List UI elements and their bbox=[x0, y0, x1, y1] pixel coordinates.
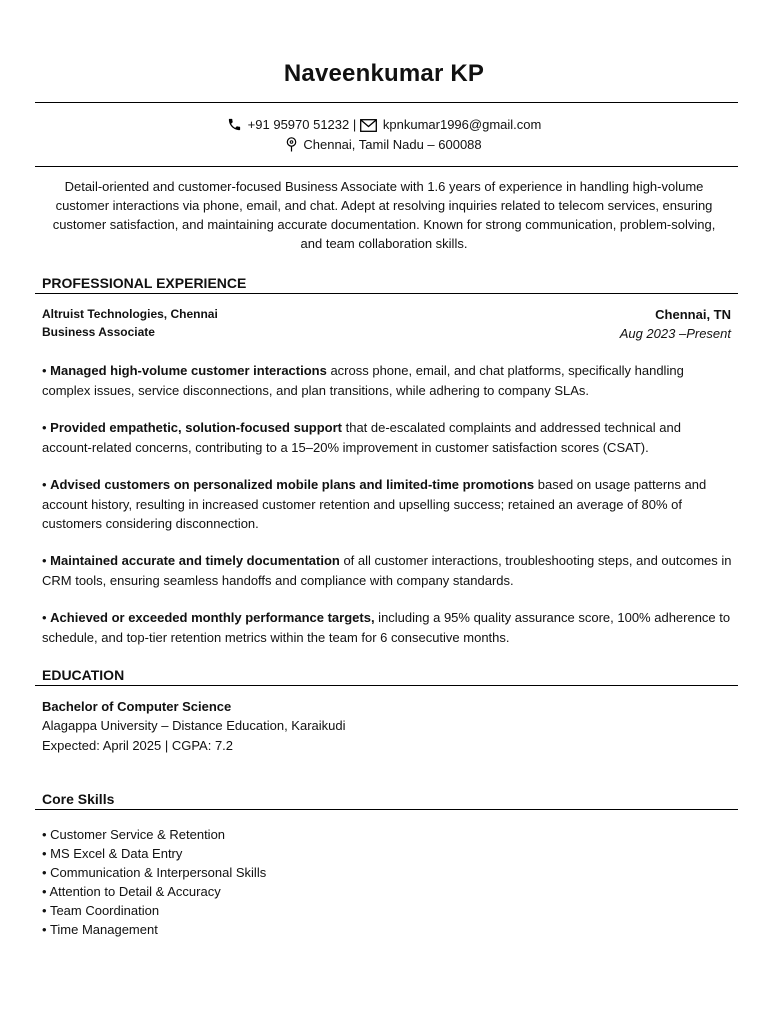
skill-item: • Communication & Interpersonal Skills bbox=[42, 865, 267, 880]
phone-number: +91 95970 51232 bbox=[247, 117, 350, 132]
skills-heading: Core Skills bbox=[42, 791, 115, 807]
experience-bullet: • Provided empathetic, solution-focused support that de-escalated complaints and addressed technical and account-related concerns, contributing to a 15–20% improvement in customer satisfaction scores (CSAT). bbox=[42, 420, 681, 455]
education-heading: EDUCATION bbox=[42, 667, 125, 683]
job-title: Business Associate bbox=[42, 325, 155, 339]
skill-item: • Customer Service & Retention bbox=[42, 827, 226, 842]
location-text: Chennai, Tamil Nadu – 600088 bbox=[303, 137, 482, 152]
profile-summary: Detail-oriented and customer-focused Business Associate with 1.6 years of experience in handling high-volume customer interactions via phone, email, and chat. Adept at resolving inquiries related to telecom services, ensuring customer satisfaction, and maintaining accurate documentation. Known for strong communication, problem-solving, and team collaboration skills. bbox=[52, 179, 716, 251]
skill-item: • Attention to Detail & Accuracy bbox=[42, 884, 221, 899]
job-location: Chennai, TN bbox=[655, 307, 731, 322]
education-divider bbox=[35, 685, 738, 686]
skills-list bbox=[42, 825, 266, 939]
email-address[interactable]: kpnkumar1996@gmail.com bbox=[382, 117, 542, 132]
contact-separator: | bbox=[352, 117, 357, 132]
job-dates: Aug 2023 –Present bbox=[619, 326, 731, 341]
experience-bullet: • Advised customers on personalized mobile plans and limited-time promotions based on usage patterns and account history, resulting in increased customer retention and upselling success; retained an average of 80% of customers considering disconnection. bbox=[42, 477, 707, 531]
degree-title: Bachelor of Computer Science bbox=[42, 699, 232, 714]
contact-divider bbox=[35, 166, 738, 167]
school-name: Alagappa University – Distance Education, Karaikudi bbox=[42, 718, 346, 733]
experience-bullet: • Maintained accurate and timely documentation of all customer interactions, troubleshooting steps, and outcomes in CRM tools, ensuring seamless handoffs and compliance with company standards. bbox=[42, 553, 732, 588]
experience-heading: PROFESSIONAL EXPERIENCE bbox=[42, 275, 247, 291]
company-name: Altruist Technologies, Chennai bbox=[42, 307, 218, 321]
skills-divider bbox=[35, 809, 738, 810]
experience-bullet: • Achieved or exceeded monthly performance targets, including a 95% quality assurance score, 100% adherence to schedule, and top-tier retention metrics within the team for 6 consecutive months. bbox=[42, 610, 731, 645]
skill-item: • MS Excel & Data Entry bbox=[42, 846, 183, 861]
resume-name: Naveenkumar KP bbox=[283, 60, 485, 87]
location-row bbox=[0, 137, 768, 155]
education-details: Expected: April 2025 | CGPA: 7.2 bbox=[42, 738, 234, 753]
skill-item: • Team Coordination bbox=[42, 903, 160, 918]
skill-item: • Time Management bbox=[42, 922, 158, 937]
contact-row bbox=[0, 117, 768, 135]
header-divider bbox=[35, 102, 738, 103]
email-icon bbox=[360, 119, 377, 135]
experience-bullet: • Managed high-volume customer interactions across phone, email, and chat platforms, specifically handling complex issues, service disconnections, and plan transitions, while adhering to company SLAs. bbox=[42, 363, 684, 398]
experience-divider bbox=[35, 293, 738, 294]
phone-icon bbox=[227, 117, 242, 135]
location-pin-icon bbox=[286, 137, 297, 155]
